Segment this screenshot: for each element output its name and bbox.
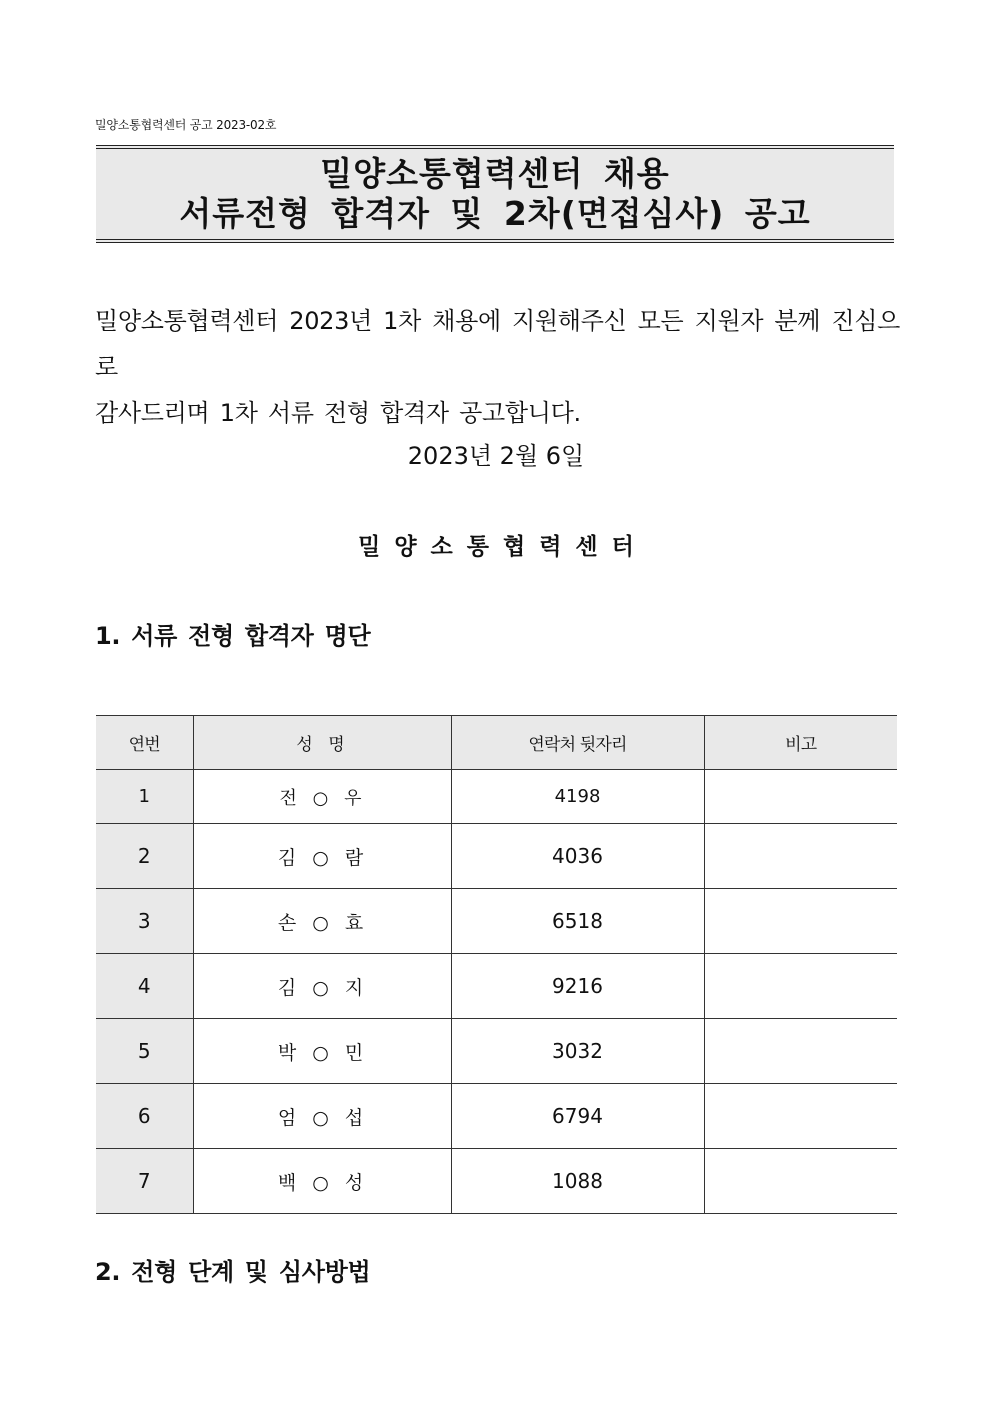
cell-note <box>704 889 897 954</box>
cell-number: 3 <box>96 889 193 954</box>
cell-note <box>704 1149 897 1214</box>
cell-phone: 3032 <box>451 1019 704 1084</box>
cell-phone: 6518 <box>451 889 704 954</box>
organization-name: 밀양소통협력센터 <box>358 534 648 560</box>
cell-note <box>704 954 897 1019</box>
cell-name: 엄 ○ 섭 <box>193 1084 451 1149</box>
cell-note <box>704 1084 897 1149</box>
column-header-name: 성 명 <box>193 716 451 770</box>
column-header-phone: 연락처 뒷자리 <box>451 716 704 770</box>
cell-name: 박 ○ 민 <box>193 1019 451 1084</box>
cell-name: 손 ○ 효 <box>193 889 451 954</box>
table-row <box>96 954 897 1019</box>
table-row <box>96 1019 897 1084</box>
column-header-note: 비고 <box>704 716 897 770</box>
page-title-line-2: 서류전형 합격자 및 2차(면접심사) 공고 <box>179 194 811 233</box>
cell-number: 2 <box>96 824 193 889</box>
table-header-row <box>96 716 897 770</box>
cell-number: 7 <box>96 1149 193 1214</box>
intro-line-2: 감사드리며 1차 서류 전형 합격자 공고합니다. <box>95 399 581 427</box>
cell-phone: 1088 <box>451 1149 704 1214</box>
cell-name: 백 ○ 성 <box>193 1149 451 1214</box>
cell-phone: 9216 <box>451 954 704 1019</box>
page-title-line-1: 밀양소통협력센터 채용 <box>320 154 670 193</box>
intro-paragraph <box>95 298 900 436</box>
column-header-number: 연번 <box>96 716 193 770</box>
cell-note <box>704 770 897 824</box>
title-box <box>96 145 894 243</box>
cell-name: 전 ○ 우 <box>193 770 451 824</box>
table-row <box>96 889 897 954</box>
cell-phone: 4198 <box>451 770 704 824</box>
cell-note <box>704 1019 897 1084</box>
cell-note <box>704 824 897 889</box>
section-1-heading: 1. 서류 전형 합격자 명단 <box>95 622 371 650</box>
cell-number: 1 <box>96 770 193 824</box>
passed-applicants-table <box>96 715 897 1214</box>
document-number: 밀양소통협력센터 공고 2023-02호 <box>95 118 277 132</box>
table-row <box>96 1084 897 1149</box>
cell-number: 5 <box>96 1019 193 1084</box>
cell-name: 김 ○ 지 <box>193 954 451 1019</box>
cell-phone: 4036 <box>451 824 704 889</box>
cell-number: 6 <box>96 1084 193 1149</box>
announcement-date: 2023년 2월 6일 <box>407 442 585 470</box>
cell-name: 김 ○ 람 <box>193 824 451 889</box>
section-2-heading: 2. 전형 단계 및 심사방법 <box>95 1258 371 1286</box>
cell-phone: 6794 <box>451 1084 704 1149</box>
intro-line-1: 밀양소통협력센터 2023년 1차 채용에 지원해주신 모든 지원자 분께 진심으로 <box>95 307 900 381</box>
table-row <box>96 824 897 889</box>
table-row <box>96 770 897 824</box>
table-row <box>96 1149 897 1214</box>
cell-number: 4 <box>96 954 193 1019</box>
